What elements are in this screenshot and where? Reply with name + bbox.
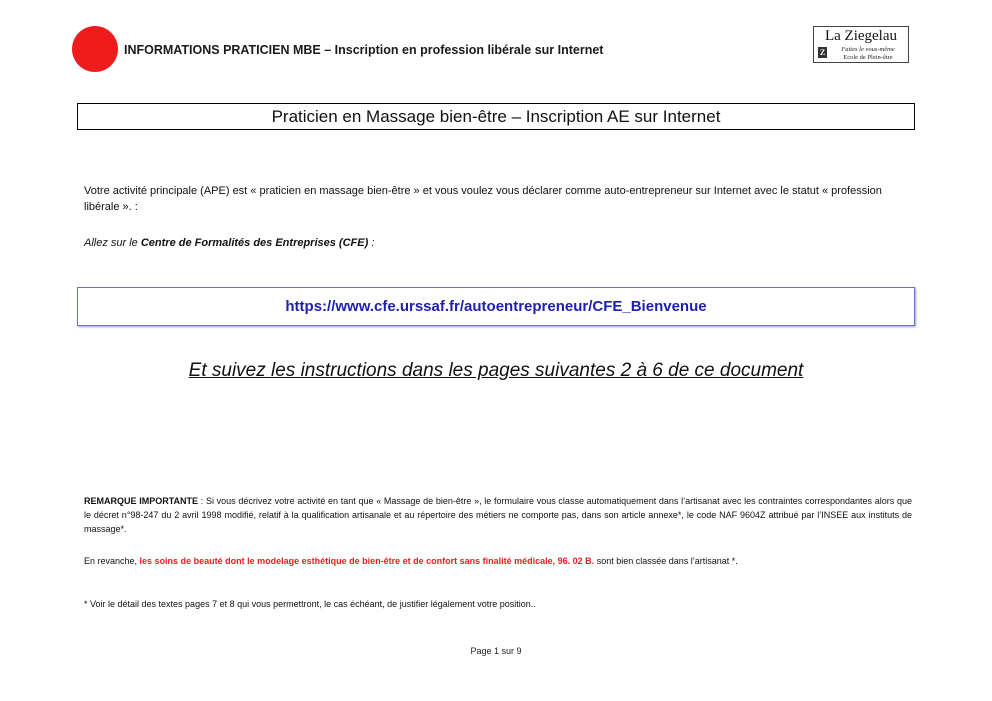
logo-z-icon: Z xyxy=(819,48,826,57)
remark-label: REMARQUE IMPORTANTE xyxy=(84,496,199,506)
cfe-name: Centre de Formalités des Entreprises (CFE) xyxy=(140,237,369,249)
red-circle-icon xyxy=(72,26,118,72)
cfe-suffix: : xyxy=(368,237,375,249)
logo xyxy=(813,26,909,63)
logo-tagline: Faites le vous-même xyxy=(841,46,895,53)
page-number: Page 1 sur 9 xyxy=(470,646,522,656)
remark-text: : Si vous décrivez votre activité en tant que « Massage de bien-être », le formulaire vous classe automatiquement dans l’artisanat avec les contraintes correspondantes alors que le décret n°98-247 du 2 avril 1998 modifié, relatif à la qualification artisanale et au répertoire des métiers ne comporte pas, dans son article annexe*, le code NAF 9604Z attribué par l’INSEE aux instituts de massage*. xyxy=(84,496,912,534)
page-title: Praticien en Massage bien-être – Inscription AE sur Internet xyxy=(77,103,915,130)
remark-paragraph xyxy=(84,494,912,536)
intro-paragraph: Votre activité principale (APE) est « praticien en massage bien-être » et vous voulez vous déclarer comme auto-entrepreneur sur Internet avec le statut « profession libérale ». : xyxy=(84,185,882,213)
revanche-paragraph xyxy=(84,554,912,568)
header-title: INFORMATIONS PRATICIEN MBE – Inscription en profession libérale sur Internet xyxy=(124,43,604,57)
instructions-heading: Et suivez les instructions dans les pages suivantes 2 à 6 de ce document xyxy=(188,360,804,381)
footnote: * Voir le détail des textes pages 7 et 8 qui vous permettront, le cas échéant, de justifier légalement votre position.. xyxy=(84,599,536,609)
logo-school: Ecole de Plein-être xyxy=(843,54,893,61)
cfe-url-link[interactable]: https://www.cfe.urssaf.fr/autoentrepreneur/CFE_Bienvenue xyxy=(77,287,915,326)
revanche-suffix: sont bien classée dans l’artisanat *. xyxy=(594,556,738,566)
revanche-prefix: En revanche, xyxy=(84,556,140,566)
cfe-instruction xyxy=(84,235,912,251)
revanche-highlight: les soins de beauté dont le modelage esthétique de bien-être et de confort sans finalité médicale, 96. 02 B. xyxy=(139,556,595,566)
logo-name: La Ziegelau xyxy=(824,28,898,44)
cfe-prefix: Allez sur le xyxy=(84,237,141,249)
